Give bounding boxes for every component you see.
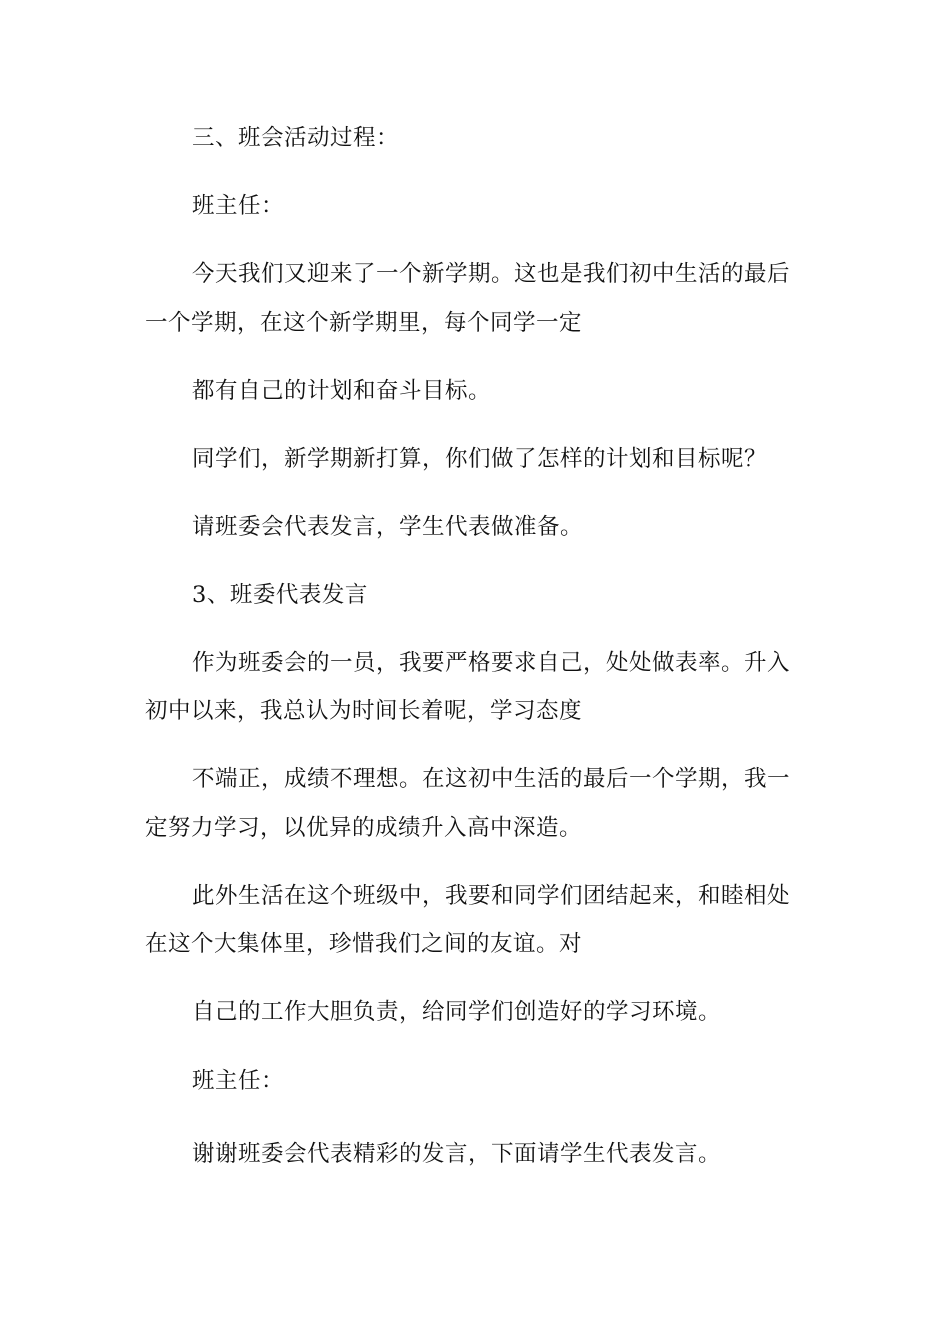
paragraph-line: 不端正，成绩不理想。在这初中生活的最后一个学期，我一 [192,766,791,792]
paragraph-line: 初中以来，我总认为时间长着呢，学习态度 [145,698,583,724]
paragraph-line: 同学们，新学期新打算，你们做了怎样的计划和目标呢？ [192,446,768,472]
paragraph-line: 今天我们又迎来了一个新学期。这也是我们初中生活的最后 [192,261,791,287]
paragraph-line: 谢谢班委会代表精彩的发言，下面请学生代表发言。 [192,1141,722,1167]
paragraph-line: 一个学期，在这个新学期里，每个同学一定 [145,310,583,336]
paragraph-line: 此外生活在这个班级中，我要和同学们团结起来，和睦相处 [192,883,791,909]
paragraph-line: 都有自己的计划和奋斗目标。 [192,378,492,404]
section-heading: 三、班会活动过程： [192,125,400,151]
speaker-label: 班主任： [192,193,285,219]
paragraph-line: 在这个大集体里，珍惜我们之间的友谊。对 [145,931,583,957]
paragraph-line: 定努力学习，以优异的成绩升入高中深造。 [145,815,583,841]
paragraph-line: 请班委会代表发言，学生代表做准备。 [192,514,584,540]
subsection-heading: 3、班委代表发言 [192,582,368,608]
speaker-label: 班主任： [192,1068,285,1094]
paragraph-line: 自己的工作大胆负责，给同学们创造好的学习环境。 [192,999,722,1025]
paragraph-line: 作为班委会的一员，我要严格要求自己，处处做表率。升入 [192,650,791,676]
